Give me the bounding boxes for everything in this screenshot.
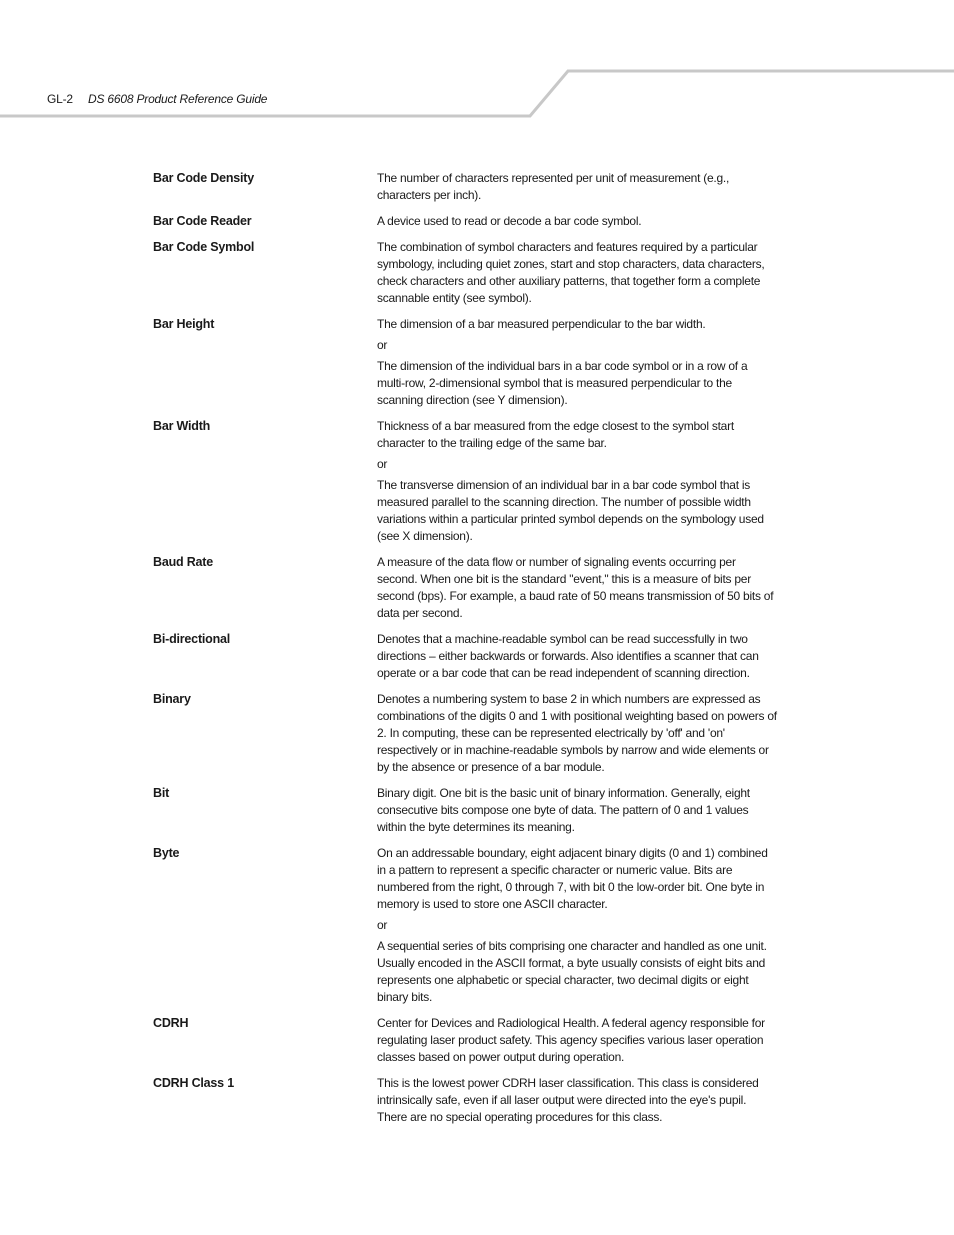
glossary-definition: [377, 316, 778, 409]
glossary-entry: [153, 316, 778, 409]
header-rule: [0, 0, 954, 130]
glossary-entry: [153, 1015, 778, 1066]
document-title: DS 6608 Product Reference Guide: [88, 92, 268, 106]
glossary-entry: [153, 213, 778, 230]
glossary-term: Bit: [153, 786, 170, 800]
glossary-entry: [153, 170, 778, 204]
glossary-term: CDRH: [153, 1016, 189, 1030]
glossary-entry: [153, 239, 778, 307]
definition-paragraph: Denotes that a machine-readable symbol can be read successfully in two directions – either backwards or forwards. Also identifies a scanner that can operate or a bar code that can be read independent of scanning direction.: [377, 632, 759, 680]
glossary-term: Binary: [153, 692, 191, 706]
definition-paragraph: This is the lowest power CDRH laser classification. This class is considered intrinsically safe, even if all laser output were directed into the eye's pupil. There are no special operating procedures for this class.: [377, 1076, 759, 1124]
glossary-definition: [377, 785, 778, 836]
definition-paragraph: A sequential series of bits comprising one character and handled as one unit. Usually encoded in the ASCII format, a byte usually consists of eight bits and represents one alphabetic or special character, two decimal digits or eight binary bits.: [377, 939, 767, 1004]
glossary-definition: [377, 239, 778, 307]
definition-paragraph: Binary digit. One bit is the basic unit of binary information. Generally, eight consecutive bits compose one byte of data. The pattern of 0 and 1 values within the byte determines its meaning.: [377, 786, 750, 834]
definition-paragraph: On an addressable boundary, eight adjacent binary digits (0 and 1) combined in a pattern to represent a specific character or numeric value. Bits are numbered from the right, 0 through 7, with bit 0 the low-order bit. One byte in memory is used to store one ASCII character.: [377, 846, 768, 911]
definition-paragraph: The number of characters represented per unit of measurement (e.g., characters per inch).: [377, 171, 730, 202]
glossary-term: Bar Code Density: [153, 171, 254, 185]
glossary-definition: [377, 691, 778, 776]
glossary-entry: [153, 554, 778, 622]
definition-paragraph: The dimension of a bar measured perpendicular to the bar width.: [377, 317, 706, 331]
definition-separator: or: [377, 918, 388, 932]
glossary-definition: [377, 631, 778, 682]
glossary-term: Bar Width: [153, 419, 211, 433]
definition-paragraph: The dimension of the individual bars in a bar code symbol or in a row of a multi-row, 2-dimensional symbol that is measured perpendicular to the scanning direction (see Y dimension).: [377, 359, 748, 407]
glossary-term: CDRH Class 1: [153, 1076, 234, 1090]
glossary-definition: [377, 845, 778, 1006]
glossary-definition: [377, 418, 778, 545]
definition-paragraph: A device used to read or decode a bar code symbol.: [377, 214, 642, 228]
glossary-term: Bar Height: [153, 317, 215, 331]
definition-paragraph: Center for Devices and Radiological Health. A federal agency responsible for regulating laser product safety. This agency specifies various laser operation classes based on power output during operation.: [377, 1016, 765, 1064]
glossary-term: Bar Code Symbol: [153, 240, 255, 254]
glossary-term: Baud Rate: [153, 555, 214, 569]
glossary-term: Bar Code Reader: [153, 214, 252, 228]
glossary-entry: [153, 691, 778, 776]
definition-paragraph: Denotes a numbering system to base 2 in which numbers are expressed as combinations of the digits 0 and 1 with positional weighting based on powers of 2. In computing, these can be represented electrically by 'off' and 'on' respectively or in machine-readable symbols by narrow and wide elements or by the absence or presence of a bar module.: [377, 692, 777, 774]
glossary-definition: [377, 1015, 778, 1066]
glossary-definition: [377, 1075, 778, 1126]
definition-paragraph: The transverse dimension of an individual bar in a bar code symbol that is measured parallel to the scanning direction. The number of possible width variations within a particular printed symbol depends on the symbology used (see X dimension).: [377, 478, 764, 543]
glossary-term: Byte: [153, 846, 180, 860]
glossary-definition: [377, 213, 778, 230]
definition-paragraph: The combination of symbol characters and features required by a particular symbology, including quiet zones, start and stop characters, data characters, check characters and other auxiliary patterns, that together form a complete scannable entity (see symbol).: [377, 240, 765, 305]
definition-paragraph: A measure of the data flow or number of signaling events occurring per second. When one bit is the standard "event," this is a measure of bits per second (bps). For example, a baud rate of 50 means transmission of 50 bits of data per second.: [377, 555, 774, 620]
glossary-definition: [377, 554, 778, 622]
glossary-entry: [153, 845, 778, 1006]
definition-paragraph: Thickness of a bar measured from the edge closest to the symbol start character to the trailing edge of the same bar.: [377, 419, 734, 450]
glossary-term: Bi-directional: [153, 632, 231, 646]
page-number: GL-2: [47, 92, 73, 106]
glossary-definition: [377, 170, 778, 204]
glossary-entry: [153, 1075, 778, 1126]
definition-separator: or: [377, 457, 388, 471]
page-header: [47, 91, 267, 107]
glossary-entry: [153, 418, 778, 545]
glossary-entry: [153, 785, 778, 836]
glossary-entry: [153, 631, 778, 682]
glossary-list: [153, 170, 778, 1135]
definition-separator: or: [377, 338, 388, 352]
